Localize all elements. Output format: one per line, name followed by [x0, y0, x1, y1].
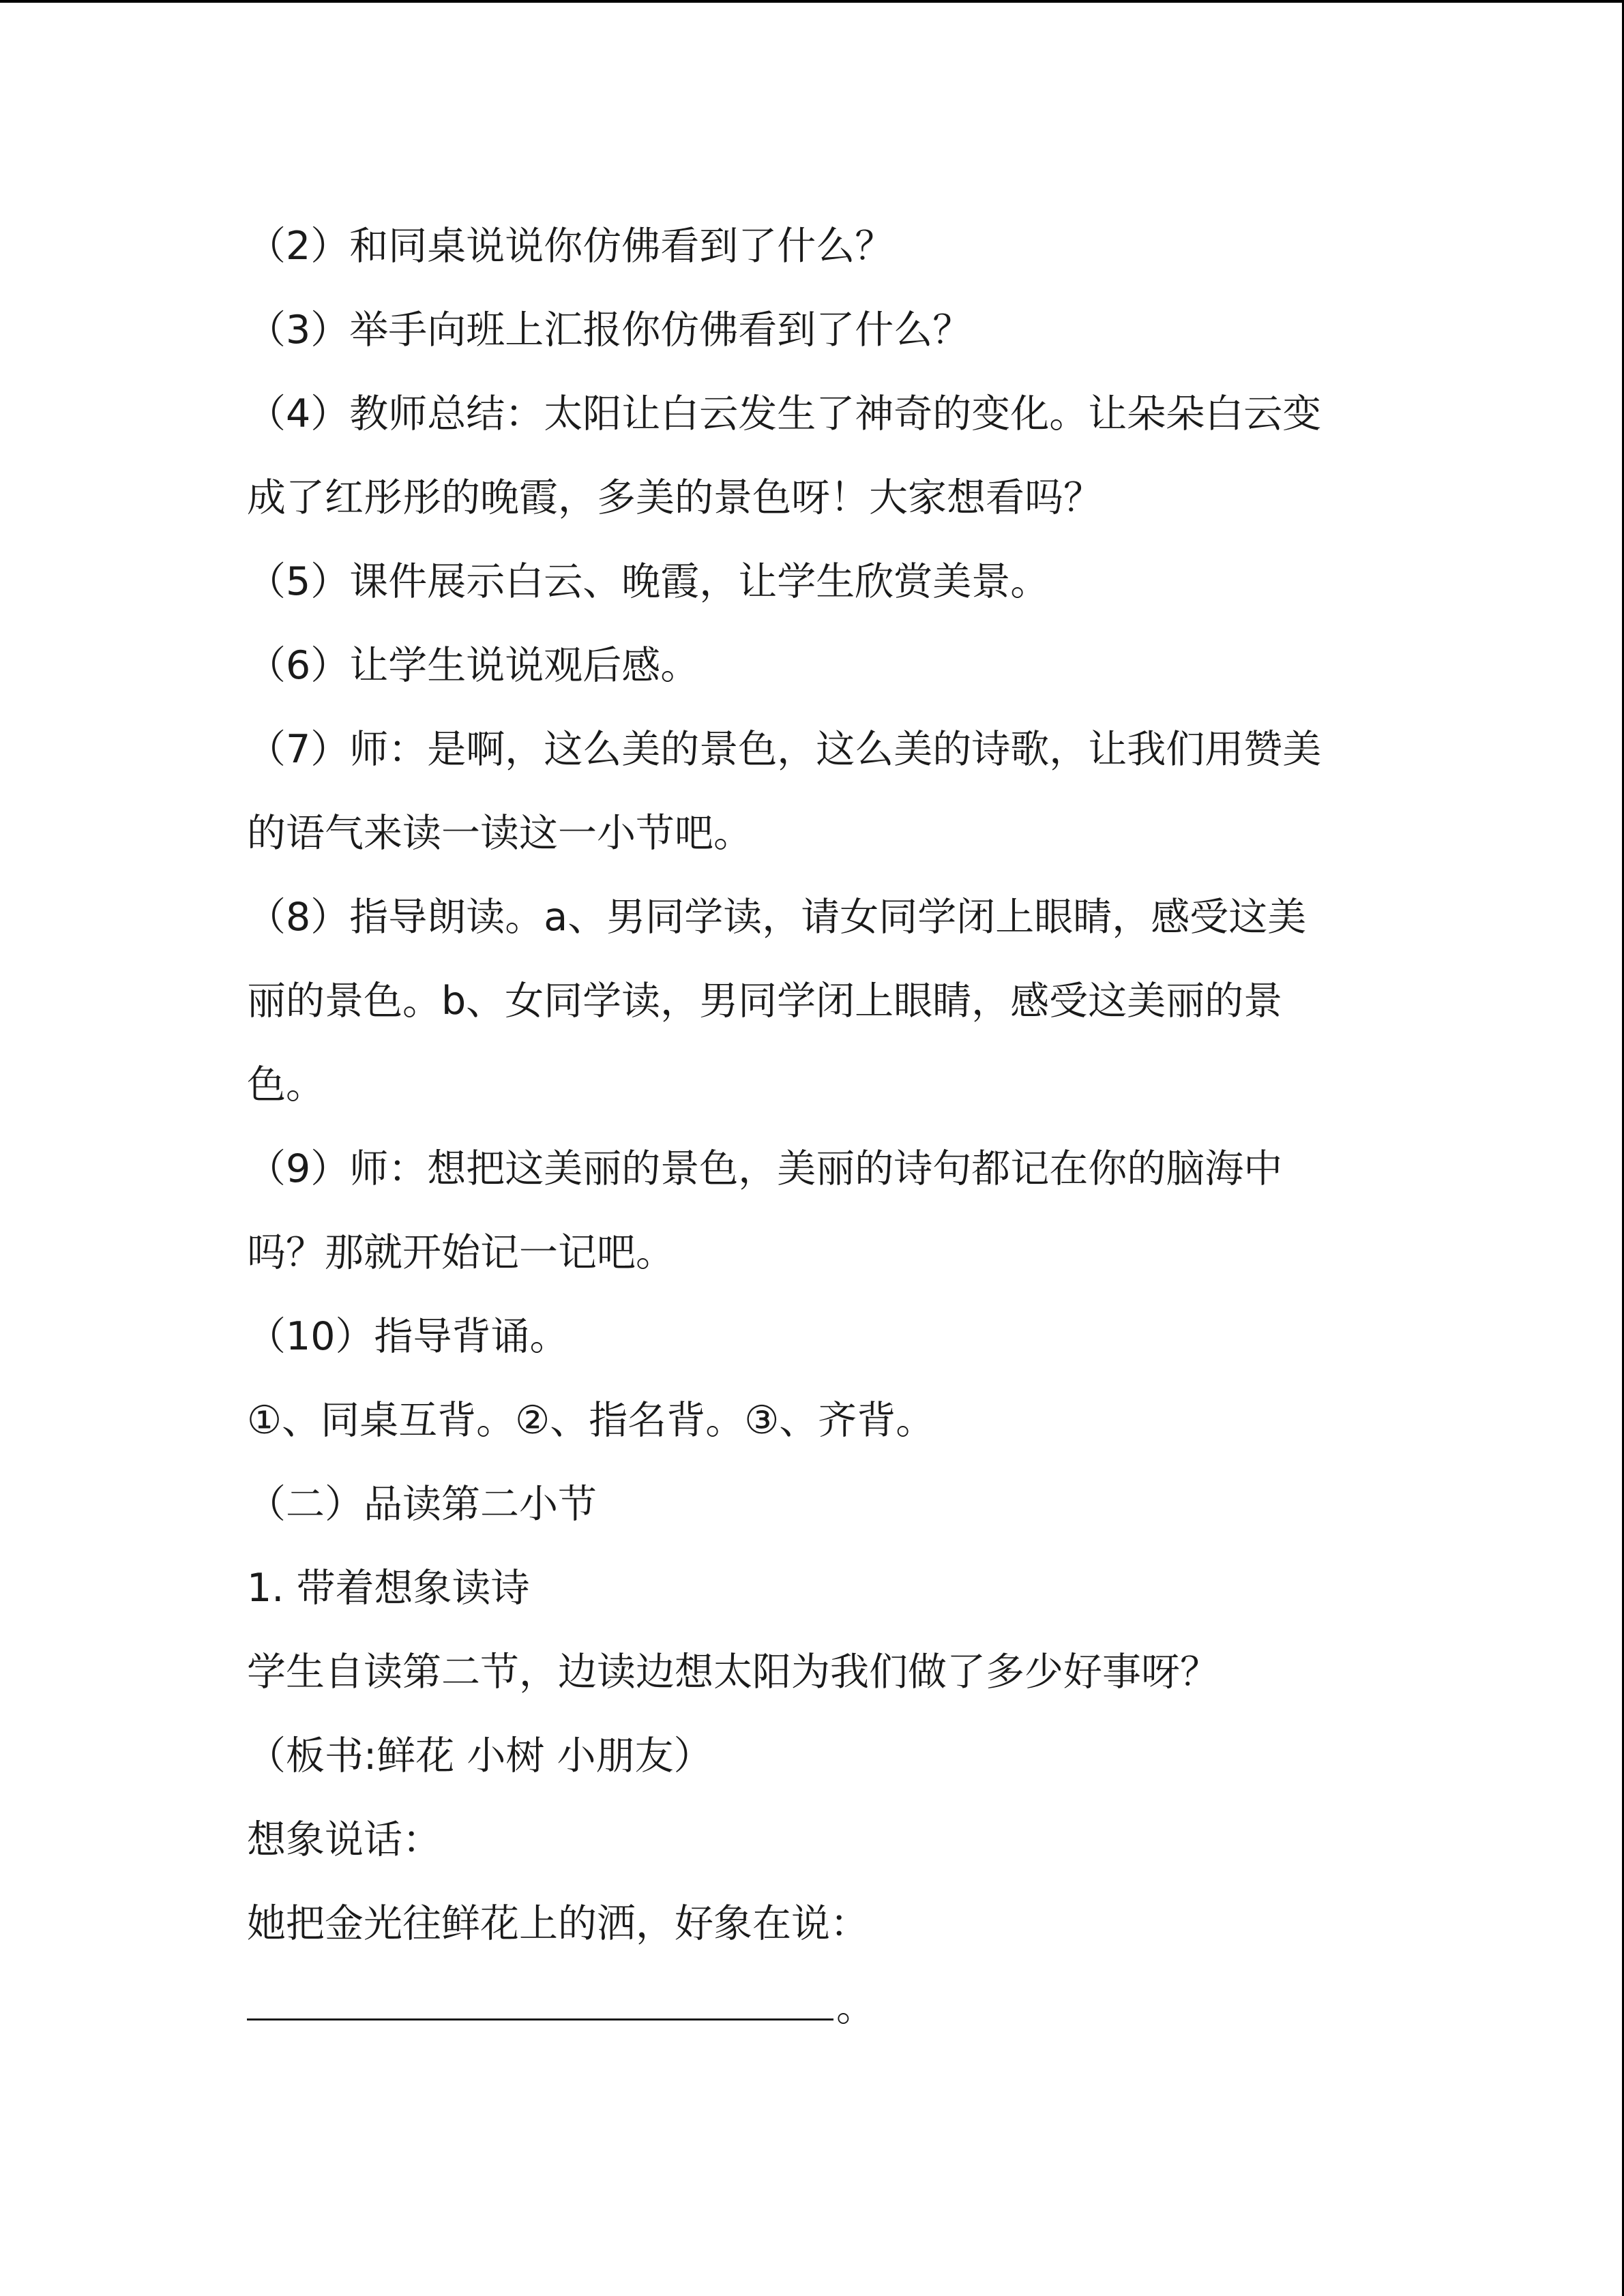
paragraph-line: 丽的景色。b、女同学读，男同学闭上眼睛，感受这美丽的景	[247, 979, 1283, 1024]
document-body	[247, 205, 1379, 2050]
paragraph-line: 的语气来读一读这一小节吧。	[247, 811, 752, 856]
paragraph-line: （4）教师总结：太阳让白云发生了神奇的变化。让朵朵白云变	[247, 391, 1322, 436]
subsection-heading: 1. 带着想象读诗	[247, 1566, 530, 1611]
paragraph-line: （10）指导背诵。	[247, 1314, 569, 1359]
paragraph-line: ①、同桌互背。②、指名背。③、齐背。	[247, 1398, 935, 1443]
paragraph-line: （2）和同桌说说你仿佛看到了什么？	[247, 224, 894, 269]
paragraph-line: （9）师：想把这美丽的景色，美丽的诗句都记在你的脑海中	[247, 1146, 1283, 1191]
paragraph-line: 成了红彤彤的晚霞，多美的景色呀！大家想看吗？	[247, 475, 1102, 520]
paragraph-line: 她把金光往鲜花上的洒，好象在说：	[247, 1901, 869, 1946]
paragraph-line: （3）举手向班上汇报你仿佛看到了什么？	[247, 308, 972, 353]
paragraph-line: 想象说话：	[247, 1817, 441, 1862]
answer-blank[interactable]	[247, 2018, 833, 2021]
paragraph-line: （7）师：是啊，这么美的景色，这么美的诗歌，让我们用赞美	[247, 727, 1322, 772]
section-heading: （二）品读第二小节	[247, 1482, 597, 1527]
paragraph-line: （8）指导朗读。a、男同学读，请女同学闭上眼睛，感受这美	[247, 895, 1307, 940]
fill-in-blank-line	[247, 1966, 1379, 2050]
paragraph-line: 学生自读第二节，边读边想太阳为我们做了多少好事呀？	[247, 1650, 1219, 1695]
paragraph-line: （板书:鲜花 小树 小朋友）	[247, 1733, 713, 1778]
page-top-border	[0, 0, 1624, 3]
blank-suffix: 。	[836, 1985, 875, 2030]
paragraph-line: 色。	[247, 1062, 325, 1107]
paragraph-line: 吗？那就开始记一记吧。	[247, 1230, 675, 1275]
paragraph-line: （6）让学生说说观后感。	[247, 643, 700, 688]
paragraph-line: （5）课件展示白云、晚霞，让学生欣赏美景。	[247, 559, 1050, 604]
